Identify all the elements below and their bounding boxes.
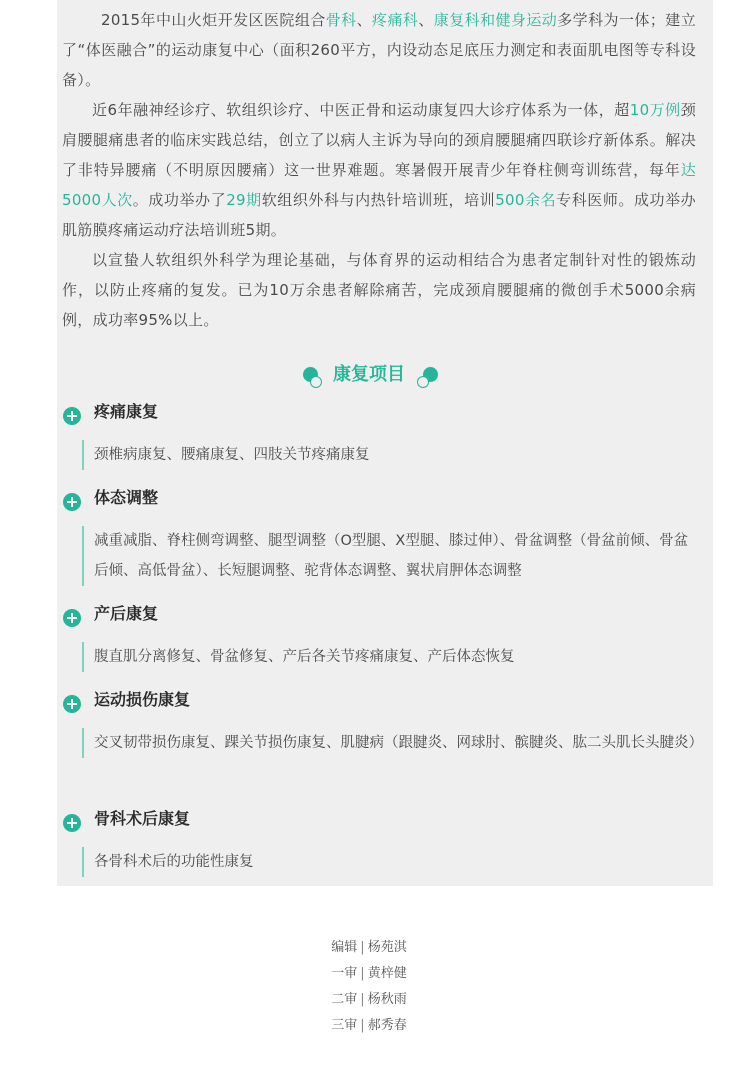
body-text: 多学科为一体；建立了“体医融合”的运动康复中心（面积260平方，内设动态足底压力测定和表面肌电图等专科设备）。 [62, 11, 696, 89]
project-item [62, 486, 696, 586]
item-title: 运动损伤康复 [94, 690, 191, 709]
body-text: 、 [418, 11, 434, 29]
item-description: 颈椎病康复、腰痛康复、四肢关节疼痛康复 [82, 440, 696, 470]
project-item [62, 400, 696, 470]
section-title: 康复项目 [333, 364, 405, 385]
body-text: 专科医师。成功举办肌筋膜疼痛运动疗法培训班5期。 [62, 191, 696, 239]
credit-name: 黄梓健 [367, 966, 407, 981]
credit-line [0, 1013, 738, 1039]
item-description: 腹直肌分离修复、骨盆修复、产后各关节疼痛康复、产后体态恢复 [82, 642, 696, 672]
project-item [62, 688, 703, 758]
credit-name: 杨苑淇 [367, 940, 407, 955]
credit-line [0, 961, 738, 987]
item-description: 各骨科术后的功能性康复 [82, 847, 696, 877]
section-header [0, 358, 738, 392]
credit-line [0, 987, 738, 1013]
credit-separator: | [360, 966, 365, 981]
intro-text [62, 5, 696, 335]
plus-circle-icon [63, 493, 81, 511]
project-item [62, 602, 696, 672]
highlight-text: 疼痛科 [372, 11, 419, 29]
body-text: 2015年中山火炬开发区医院组合 [101, 11, 326, 29]
credit-separator: | [360, 940, 365, 955]
intro-paragraph-2 [62, 95, 696, 245]
item-header [62, 807, 696, 835]
body-text: 、 [356, 11, 373, 29]
body-text: 软组织外科与内热针培训班，培训 [261, 191, 496, 209]
item-header [62, 602, 696, 630]
credit-role: 三审 [331, 1018, 358, 1033]
item-title: 骨科术后康复 [94, 809, 191, 828]
plus-circle-icon [63, 609, 81, 627]
item-header [62, 486, 696, 514]
intro-paragraph-3 [62, 245, 696, 335]
credit-name: 杨秋雨 [367, 992, 407, 1007]
highlight-text: 康复科和健身运动 [433, 11, 558, 29]
circles-decoration-icon [301, 364, 321, 386]
project-item [62, 807, 696, 877]
credit-name: 郝秀春 [367, 1018, 407, 1033]
credits [0, 935, 738, 1039]
plus-circle-icon [63, 695, 81, 713]
highlight-text: 达5000人次 [62, 161, 696, 209]
item-header [62, 400, 696, 428]
item-title: 体态调整 [94, 488, 159, 507]
highlight-text: 29期 [226, 191, 262, 209]
body-text: 。成功举办了 [132, 191, 227, 209]
body-text: 颈肩腰腿痛患者的临床实践总结，创立了以病人主诉为导向的颈肩腰腿痛四联诊疗新体系。解决了非特异腰痛（不明原因腰痛）这一世界难题。寒暑假开展青少年脊柱侧弯训练营，每年 [62, 101, 696, 179]
item-header [62, 688, 696, 716]
circles-decoration-icon [417, 364, 437, 386]
credit-role: 二审 [331, 992, 358, 1007]
credit-line [0, 935, 738, 961]
item-title: 疼痛康复 [94, 402, 159, 421]
credit-role: 编辑 [331, 940, 358, 955]
plus-circle-icon [63, 814, 81, 832]
highlight-text: 骨科 [325, 11, 357, 29]
body-text: 以宣蛰人软组织外科学为理论基础，与体育界的运动相结合为患者定制针对性的锻炼动作，以防止疼痛的复发。已为10万余患者解除痛苦，完成颈肩腰腿痛的微创手术5000余病例，成功率95%以上。 [62, 251, 696, 329]
credit-role: 一审 [331, 966, 358, 981]
credit-separator: | [360, 992, 365, 1007]
highlight-text: 10万例 [629, 101, 681, 119]
item-description: 交叉韧带损伤康复、踝关节损伤康复、肌腱病（跟腱炎、网球肘、髌腱炎、肱二头肌长头腱炎） [82, 728, 696, 758]
item-title: 产后康复 [94, 604, 159, 623]
highlight-text: 500余名 [495, 191, 557, 209]
body-text: 近6年融神经诊疗、软组织诊疗、中医正骨和运动康复四大诊疗体系为一体，超 [92, 101, 630, 119]
item-description: 减重减脂、脊柱侧弯调整、腿型调整（O型腿、X型腿、膝过伸）、骨盆调整（骨盆前倾、骨盆后倾、高低骨盆）、长短腿调整、驼背体态调整、翼状肩胛体态调整 [82, 526, 696, 586]
plus-circle-icon [63, 407, 81, 425]
credit-separator: | [360, 1018, 365, 1033]
intro-paragraph-1 [62, 5, 696, 95]
